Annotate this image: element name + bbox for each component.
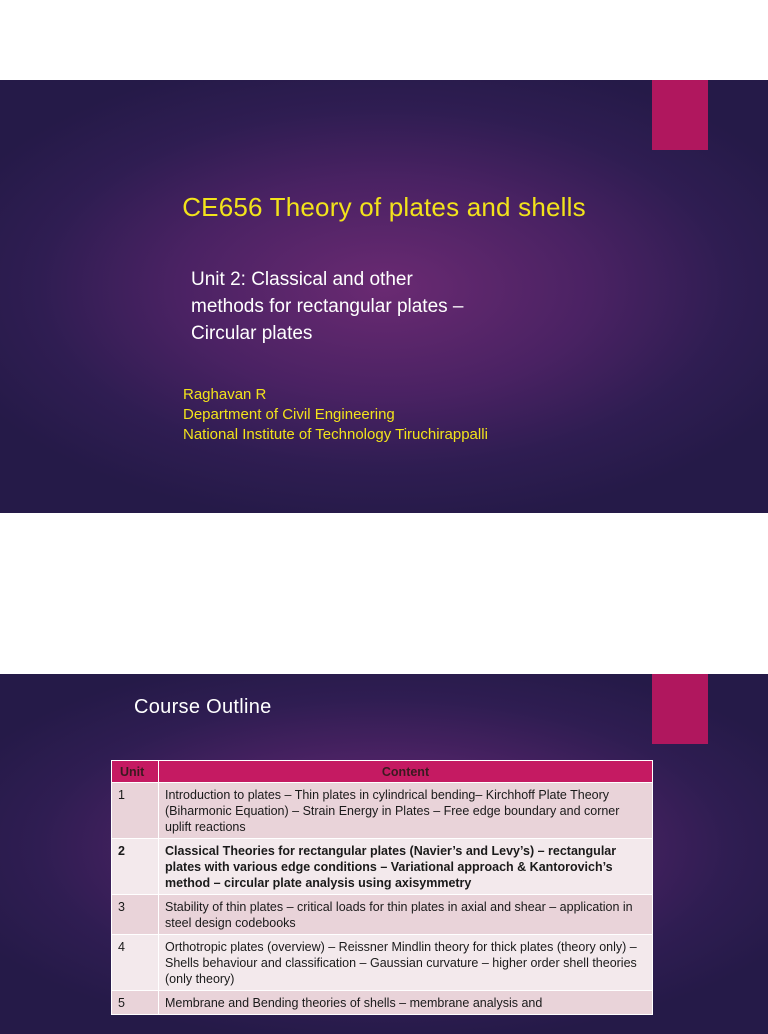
unit-cell: 4 (112, 935, 159, 991)
table-row (112, 991, 653, 1015)
content-cell: Classical Theories for rectangular plates (Navier’s and Levy’s) – rectangular plates with various edge conditions – Variational approach & Kantorovich’s method – circular plate analysis using axisymmetry (159, 839, 653, 895)
author-department: Department of Civil Engineering (183, 406, 395, 423)
course-outline-slide (0, 674, 768, 1034)
content-cell: Membrane and Bending theories of shells – membrane analysis and (159, 991, 653, 1015)
content-cell: Orthotropic plates (overview) – Reissner Mindlin theory for thick plates (theory only) – Shells behaviour and classification – Gaussian curvature – higher order shell theories (only theory) (159, 935, 653, 991)
unit-cell: 1 (112, 783, 159, 839)
column-header-unit: Unit (112, 761, 159, 783)
accent-bar (652, 674, 708, 744)
author-institute: National Institute of Technology Tiruchirappalli (183, 426, 488, 443)
subtitle-line: methods for rectangular plates – (191, 296, 464, 317)
column-header-content: Content (159, 761, 653, 783)
course-outline-table (111, 760, 653, 1015)
slide-title: CE656 Theory of plates and shells (182, 192, 586, 222)
author-block (183, 385, 488, 445)
unit-cell: 5 (112, 991, 159, 1015)
table-header-row (112, 761, 653, 783)
accent-bar (652, 80, 708, 150)
subtitle-line: Unit 2: Classical and other (191, 269, 413, 290)
table-row (112, 783, 653, 839)
table-row (112, 895, 653, 935)
author-name: Raghavan R (183, 386, 267, 403)
slide-subtitle (191, 266, 571, 347)
table-row (112, 935, 653, 991)
subtitle-line: Circular plates (191, 323, 313, 344)
unit-cell: 3 (112, 895, 159, 935)
slide-title: Course Outline (134, 696, 272, 718)
content-cell: Stability of thin plates – critical loads for thin plates in axial and shear – application in steel design codebooks (159, 895, 653, 935)
title-slide (0, 80, 768, 513)
table-row (112, 839, 653, 895)
content-cell: Introduction to plates – Thin plates in cylindrical bending– Kirchhoff Plate Theory (Biharmonic Equation) – Strain Energy in Plates – Free edge boundary and corner uplift reactions (159, 783, 653, 839)
unit-cell: 2 (112, 839, 159, 895)
